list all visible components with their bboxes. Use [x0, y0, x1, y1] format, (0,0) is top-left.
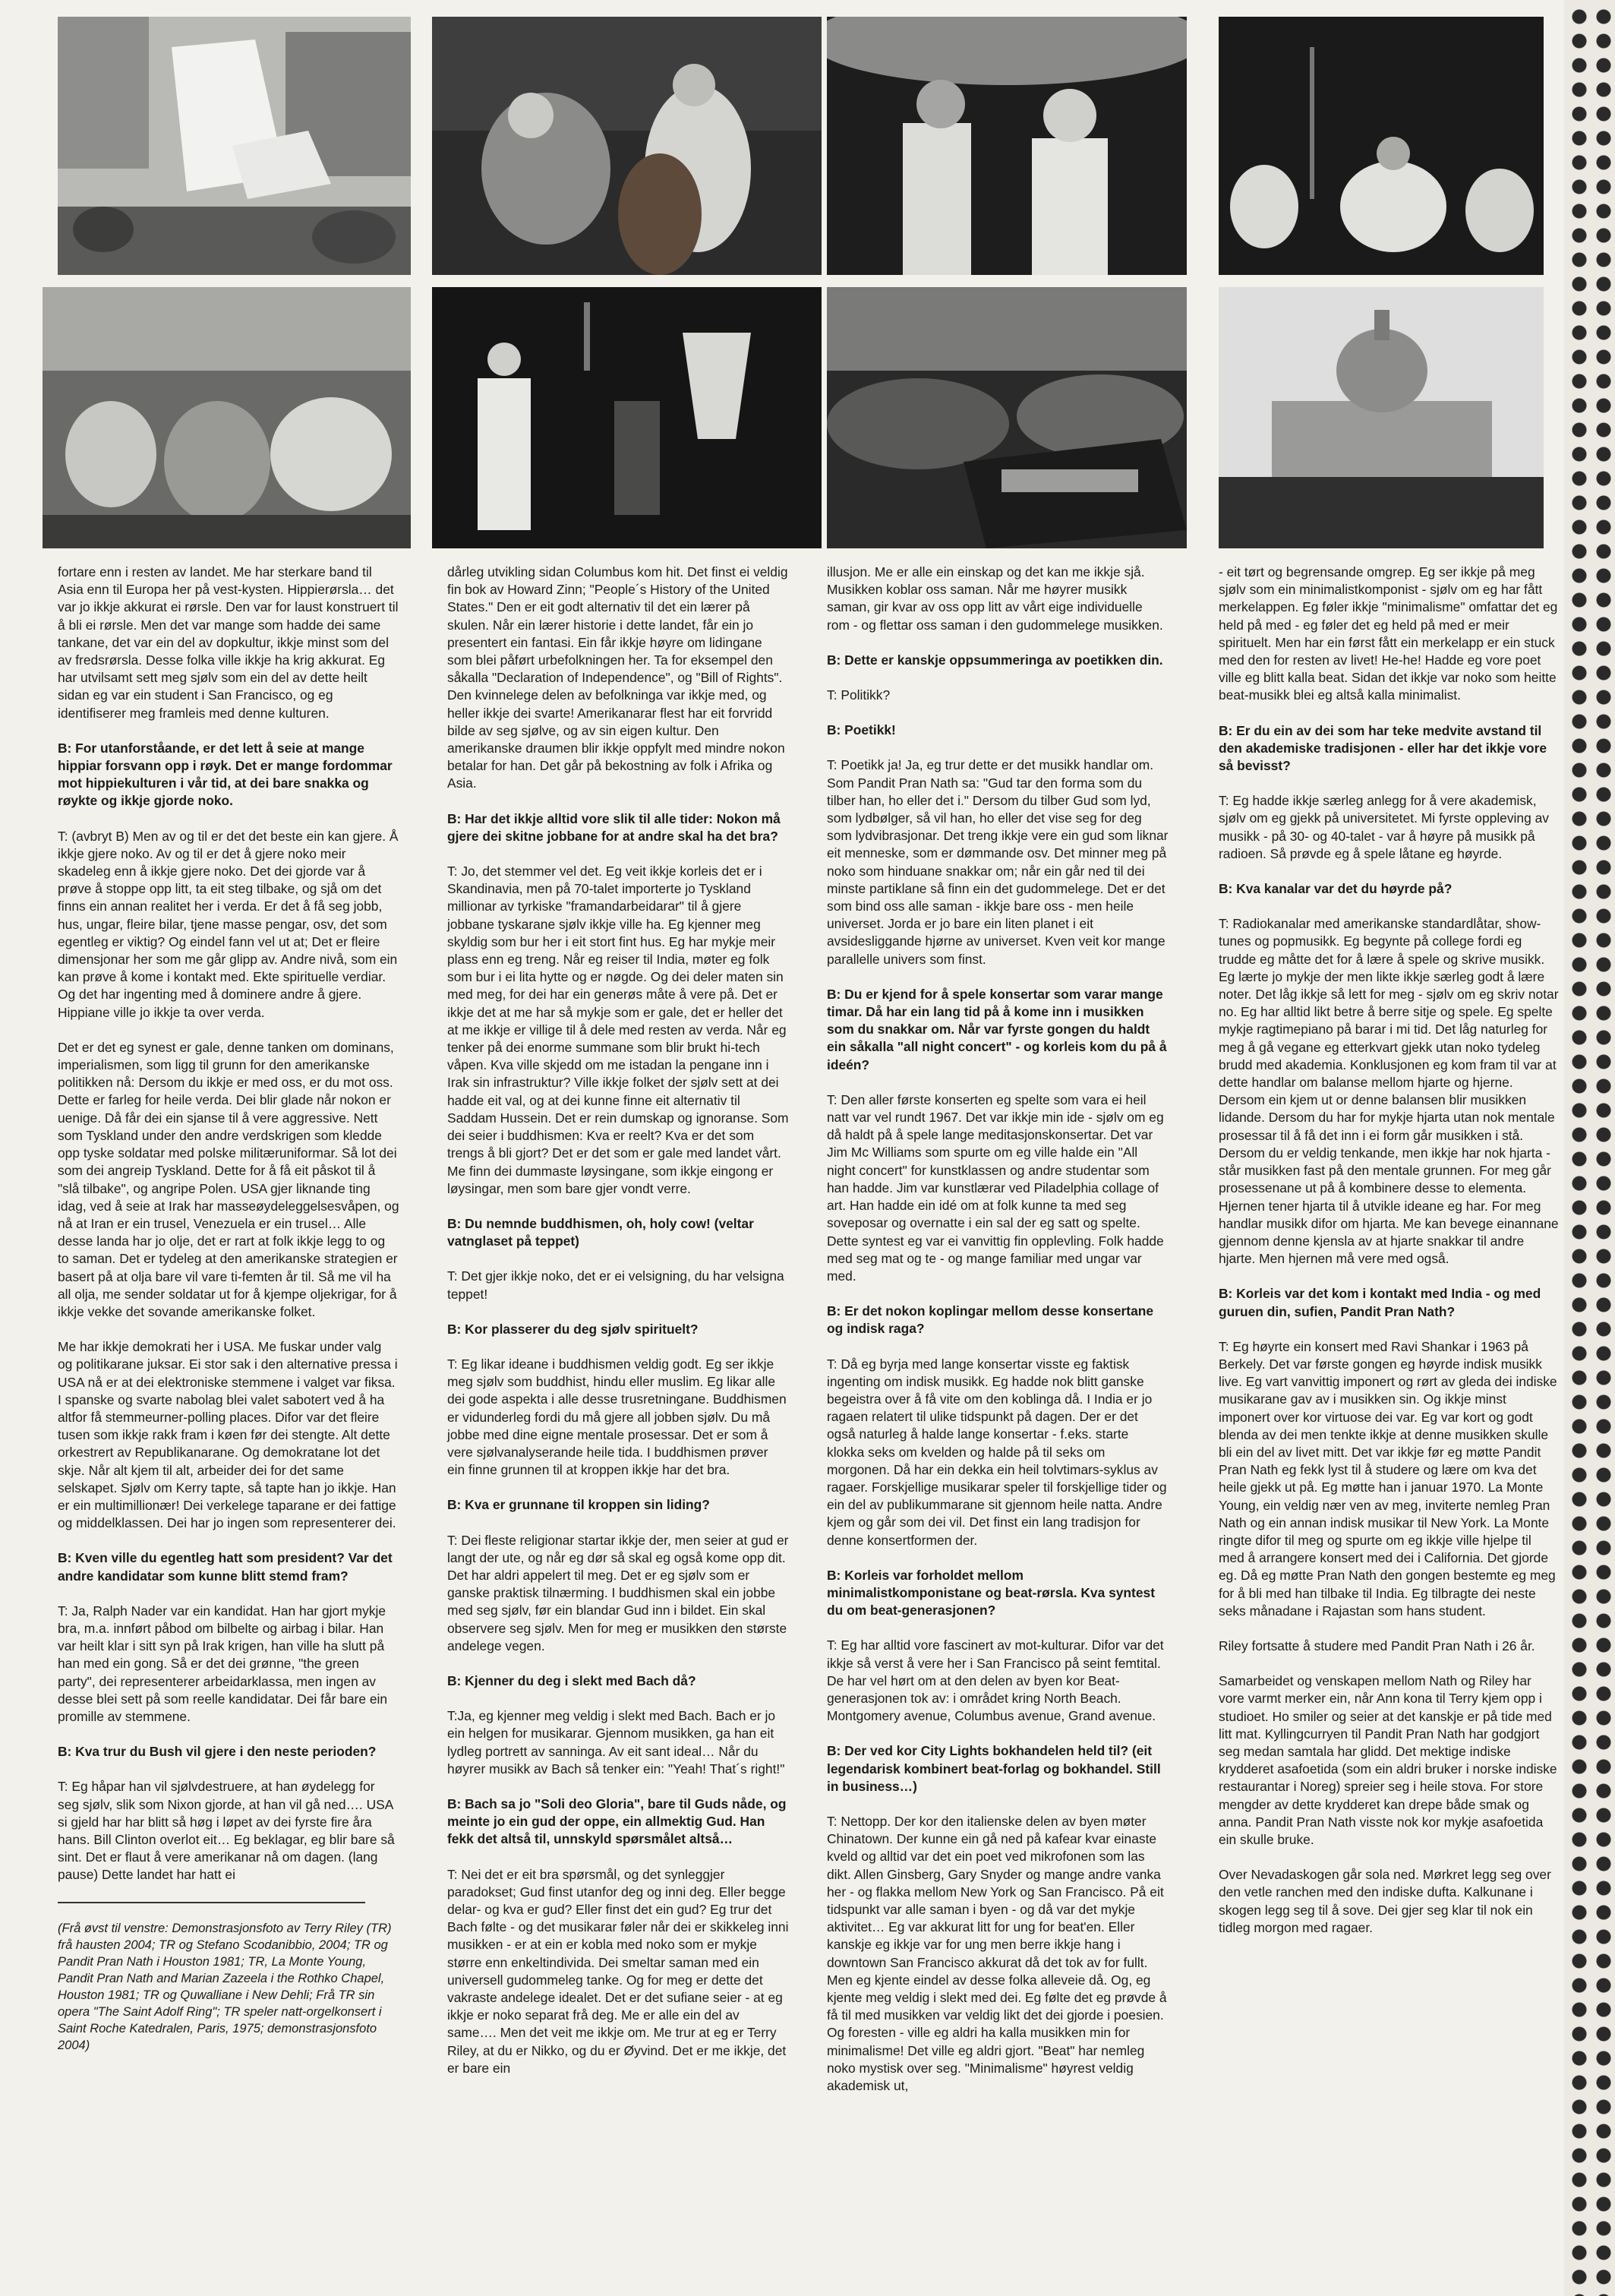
photo-concert-bass: [432, 17, 822, 275]
interview-question: B: Korleis var det kom i kontakt med India - og med guruen din, sufien, Pandit Pran Nath?: [1219, 1286, 1541, 1319]
interview-answer: T: Det gjer ikkje noko, det er ei velsigning, du har velsigna teppet!: [447, 1268, 784, 1302]
interview-answer: T: Dei fleste religionar startar ikkje der, men seier at gud er langt der ute, og når eg dør så skal eg også kome opp dit. Det har aldri appelert til meg. Det er eg sjølv som er ganske praktisk tilnærming. I buddhismen skal ein jobbe med seg sjølv, før ein blandar Gud inn i bildet. Ein skal observere seg sjølv. Men for meg er musikken den største andelege vegen.: [447, 1532, 789, 1653]
interview-answer: T:Ja, eg kjenner meg veldig i slekt med Bach. Bach er jo ein helgen for musikarar. Gjennom musikken, ga han eit lydleg portrett av sanninga. Av eit sant ideal… Når du høyrer musikk av Bach så tenker ein: "Yeah! That´s right!": [447, 1708, 785, 1776]
interview-question: B: Du nemnde buddhismen, oh, holy cow! (veltar vatnglaset på teppet): [447, 1215, 754, 1249]
interview-answer: T: Eg har alltid vore fascinert av mot-kulturar. Difor var det ikkje så verst å vere her i San Francisco på seint femtital. De har vel hørt om at den delen av byen kor Beat-generasjonen tok av: i området kring North Beach. Montgomery avenue, Columbus avenue, Grand avenue.: [827, 1638, 1164, 1724]
interview-answer: T: Eg høyrte ein konsert med Ravi Shankar i 1963 på Berkely. Det var første gongen eg høyrde indisk musikk live. Eg vart vanvittig imponert og rørt av gleda dei indiske musikarane gav av i musikken sin. Og ikkje minst imponert over kor virtuose dei var. Eg var kort og godt blenda av dei men tenkte ikkje at denne musikken skulle bli ein del av livet mitt. Det var ikkje før eg møtte Pandit Pran Nath eg fekk lyst til å studere og lære om kva det heile gjekk ut på. Eg møtte han i januar 1970. La Monte Young, ein veldig nær ven av meg, inviterte nemleg Pran Nath og ein annan indisk musikar til New York. La Monte ringte difor til meg og spurte om eg ikkje ville hjelpe til med å arrangere konsert med dei i California. Det gjorde eg. Då eg møtte Pran Nath den gongen bestemte eg meg for å bli med han tilbake til India. Eg tilbragte dei neste seks månadane i Rajastan som hans student.: [1219, 1338, 1557, 1619]
text-column-3: [827, 564, 1169, 2112]
interview-question: B: For utanforståande, er det lett å seie at mange hippiar forsvann opp i røyk. Det er mange fordommar mot hippiekulturen i vår tid, at dei bare snakka og røykte og ikkje gjorde noko.: [58, 740, 393, 809]
interview-answer: dårleg utvikling sidan Columbus kom hit. Det finst ei veldig fin bok av Howard Zinn; "People´s History of the United States." Den er eit godt alternativ til det ein lærer på skulen. Når ein lærer historie i dette landet, får ein jo presentert ein fantasi. Ein får ikkje høyre om lidingane som blei påført urbefolkningen her. Ta for eksempel den såkalla "Declaration of Independence", og "Bill of Rights". Den kvinnelege delen av befolkninga var ikkje med, og heller ikkje dei svarte! Amerikanarar flest har eit forvridd bilde av seg sjølve, og av sin eigen kultur. Den amerikanske draumen blir ikkje oppfylt med mindre nokon betalar for han. Det går på bekostning av folk i Afrika og Asia.: [447, 564, 788, 791]
interview-question: B: Er det nokon koplingar mellom desse konsertane og indisk raga?: [827, 1303, 1154, 1337]
interview-answer: Det er det eg synest er gale, denne tanken om dominans, imperialismen, som ligg til grunn for den amerikanske politikken nå: Dersom du ikkje er med oss, er du mot oss. Dette er farleg for heile verda. Dei blir glade når nokon er uenige. Då får dei ein sjanse til å vere aggressive. Nett som Tyskland under den andre verdskrigen som kledde opp tyske soldatar med polske militæruniformar. Så lot dei som dei angreip Tyskland. Dette for å få eit påskot til å "slå tilbake", og angripe Polen. USA gjer liknande ting idag, ved å seie at Irak har masseøydeleggelsesvåpen, og nå at Iran er ein trusel, Venezuela er ein trusel… Alle desse landa har jo olje, det er rart at folk ikkje legg to og to saman. Det er tydeleg at den amerikanske strategien er basert på at olja bare vil vare ti-femten år til. Så me vil ha all olja, me sender soldatar ut for å kjempe oljekrigar, for å ikkje vekke det sovande amerikanske folket.: [58, 1039, 399, 1319]
text-column-4: [1219, 564, 1560, 1954]
interview-question: B: Er du ein av dei som har teke medvite avstand til den akademiske tradisjonen - eller har det ikkje vore så bevisst?: [1219, 722, 1547, 774]
interview-question: B: Kva kanalar var det du høyrde på?: [1219, 881, 1453, 897]
interview-answer: T: Nettopp. Der kor den italienske delen av byen møter Chinatown. Der kunne ein gå ned på kafear kvar einaste kveld og alltid var det ein poet ved mikrofonen som las dikt. Allen Ginsberg, Gary Snyder og mange andre vanka her - og flakka mellom New York og San Francisco. På eit tidspunkt var alle saman i byen - og då var det mykje aktivitet… Eg var akkurat litt for ung for beat'en. Eller kanskje eg ikkje var for ung men berre ikkje hang i downtown San Francisco akkurat då det tok av for fullt. Men eg kjente eindel av desse folka alleveie då. Og, eg kjente meg veldig i slekt med dei. Eg følte det eg prøvde å få til med musikken var veldig likt det dei gjorde i poesien. Og foresten - ville eg aldri ha kalla musikken min for minimalisme! Det ville eg aldri gjort. "Beat" har nemleg noko mystisk over seg. "Minimalisme" høyrest veldig akademisk ut,: [827, 1813, 1167, 2094]
interview-answer: T: Ja, Ralph Nader var ein kandidat. Han har gjort mykje bra, m.a. innført påbod om bilbelte og airbag i bilar. Han var heilt klar i sitt syn på Irak krigen, han ville ha slutt på han med ein gong. Så er det dei grønne, "the green party", dei representerer arbeidarklassa, men ingen av desse blei sett på som reelle kandidatar. Dei får bare ein promille av stemmene.: [58, 1603, 388, 1724]
interview-answer: illusjon. Me er alle ein einskap og det kan me ikkje sjå. Musikken koblar oss saman. Når me høyrer musikk saman, gir kvar av oss opp litt av vårt eige individuelle rom - og flettar oss saman i den gudommelege musikken.: [827, 564, 1163, 633]
photo-organ-concert: [827, 287, 1187, 548]
photo-sculpture-protest: [58, 17, 411, 275]
interview-question: B: Bach sa jo "Soli deo Gloria", bare til Guds nåde, og meinte jo ein gud der oppe, ein allmektig Gud. Han fekk det altså til, unnskyld spørsmålet altså…: [447, 1795, 787, 1847]
interview-answer: T: Då eg byrja med lange konsertar visste eg faktisk ingenting om indisk musikk. Eg hadde nok blitt ganske begeistra over å få vite om den koblinga då. I India er jo ragaen relatert til ulike tidspunkt på dagen. Der er det også naturleg å halde lange konsertar - f.eks. starte klokka seks om kvelden og halde på til seks om morgonen. Då har ein dekka ein heil tolvtimars-syklus av ragaer. Forskjellige musikarar speler til forskjellige tider og ein del av publikummarane sit gjennom heile natta. Andre kjem og går som dei vil. Det finst ein lang tradisjon for denne konsertformen der.: [827, 1356, 1167, 1548]
interview-answer: T: Poetikk ja! Ja, eg trur dette er det musikk handlar om. Som Pandit Pran Nath sa: "Gud tar den forma som du tilber han, ho eller det i." Dersom du tilber Gud som lyd, som lydbølger, så vil han, ho eller det vise seg for deg som lydvibrasjonar. Det treng ikkje vere ein gud som liknar eit menneske, som er dømmande osv. Det minner meg på noko som hinduane snakkar om; når ein går ned til dei minste partiklane så finn ein det gudommelege. Det er det som bind oss alle saman - ikkje bare oss - men heile universet. Jorda er jo bare ein liten planet i eit avsidesliggande hjørne av universet. Kven veit kor mange parallelle univers som finst.: [827, 757, 1169, 967]
interview-question: B: Kva trur du Bush vil gjere i den neste perioden?: [58, 1744, 377, 1760]
interview-answer: fortare enn i resten av landet. Me har sterkare band til Asia enn til Europa her på vest-kysten. Hippierørsla… det var jo ikkje akkurat ei rørsle. Den var for laust konstruert til å bli ei rørsle. Men det var mange som hadde dei same tankane, det var ein del av dopkultur, ikkje minst som del av fredsrørsla. Desse folka ville ikkje ha krig akkurat. Eg har utvilsamt sett meg sjølv som ein del av dette heilt sidan eg var ein student i San Francisco, og eg identifiserer meg framleis med denne kulturen.: [58, 564, 399, 721]
interview-answer: T: Den aller første konserten eg spelte som vara ei heil natt var vel rundt 1967. Det var ikkje min ide - sjølv om eg då haldt på å spele lange meditasjonskonsertar. Det var Jim Mc Williams som spurte om eg ville halde ein "All night concert" for kunstklassen og andre studentar som han hadde. Jim var kunstlærar ved Piladelphia collage of art. Han hadde ein idé om at folk kunne ta med seg soveposar og overnatte i ein sal der eg satt og spelte. Dette syntest eg var ei vanvittig fin opplevling. Folk hadde med seg mat og te - og mange familiar med ungar var med.: [827, 1091, 1164, 1284]
interview-answer: Me har ikkje demokrati her i USA. Me fuskar under valg og politikarane juksar. Ei stor sak i den alternative pressa i USA nå er at dei elektroniske stemmene i valget var fiksa. I spanske og svarte nabolag blei valet sabotert ved å ha altfor få stemmeurner-polling places. Difor var det fleire tusen som ikkje rakk fram i køen før dei stengte. Alt dette orkestrert av Republikanarane. Og demokratane lot det skje. Når alt kjem til alt, arbeider dei for det same selskapet. Sjølv om Kerry tapte, så tapte han jo ikkje. Han er ein multimillionær! Dei verkelege taparane er dei fattige og middelklassen. Dei har jo ingen som representerer dei.: [58, 1339, 398, 1531]
halftone-dot-strip: [1564, 0, 1615, 2296]
caption-divider: [58, 1902, 365, 1903]
photo-bearded-men-stage: [827, 17, 1187, 275]
interview-question: B: Kva er grunnane til kroppen sin liding?: [447, 1497, 710, 1513]
interview-question: B: Der ved kor City Lights bokhandelen held til? (eit legendarisk kombinert beat-forlag og bokhandel. Still in business…): [827, 1743, 1161, 1794]
interview-question: B: Kven ville du egentleg hatt som president? Var det andre kandidatar som kunne blitt stemd fram?: [58, 1550, 393, 1584]
photo-seated-crowd: [43, 287, 411, 548]
photo-caption: (Frå øvst til venstre: Demonstrasjonsfoto av Terry Riley (TR) frå hausten 2004; TR og Stefano Scodanibbio, 2004; TR og Pandit Pran Nath i Houston 1981; TR, La Monte Young, Pandit Pran Nath and Marian Zazeela i the Rothko Chapel, Houston 1981; TR og Quwalliane i New Dehli; Frå TR sin opera "The Saint Adolf Ring"; TR speler natt-orgelkonsert i Saint Roche Katedralen, Paris, 1975; demonstrasjonsfoto 2004): [58, 1921, 392, 2052]
interview-answer: T: Eg hadde ikkje særleg anlegg for å vere akademisk, sjølv om eg gjekk på universitetet. Mi fyrste oppleving av musikk - på 30- og 40-talet - var å høyre på musikk på radioen. Så prøvde eg å spele låtane eg høyrde.: [1219, 793, 1549, 861]
photo-opera-stage: [432, 287, 822, 548]
interview-answer: T: (avbryt B) Men av og til er det det beste ein kan gjere. Å ikkje gjere noko. Av og til er det å gjere noko meir skadeleg enn å ikkje gjere noko. Det dei gjorde var å prøve å stoppe opp litt, ta eit steg tilbake, og sjå om det finns ein annan realitet her i verda. Er det å få seg jobb, hus, ungar, fleire bilar, tjene masse pengar, osv, det som egentleg er viktig? Og eindel fann vel ut at; Det er fleire dimensjonar her som me går glipp av. Andre nivå, som ein kan prøve å kome i kontakt med. Ekte spirituelle verdiar. Og det har ingenting med å dominere andre å gjere. Hippiane ville jo ikkje ta over verda.: [58, 828, 399, 1020]
interview-answer: T: Jo, det stemmer vel det. Eg veit ikkje korleis det er i Skandinavia, men på 70-talet importerte jo Tyskland millionar av tyrkiske "framandarbeidarar" til å gjere jobbane tyskarane sjølv ikkje ville ha. Eg kjenner meg skyldig som bur her i eit stort fint hus. Eg har mykje meir plass enn eg treng. Når eg reiser til India, møter eg folk som bur i ei lita hytte og er nøgde. Og dei deler maten sin med meg, for dei har ein generøs måte å vere på. Det er ikkje det at me har så mykje som er gale, det er heller det at me ikkje er villige til å dele med resten av verda. Når eg tenker på dei enorme summane som blir brukt hi-tech våpen. Kva ville skjedd om me istadan la pengane inn i Irak sin infrastruktur? Ville ikkje folket der sjølv sett at dei hadde eit val, og at dei kunne finne eit alternativ til Saddam Hussein. Det er rein dumskap og ignoranse. Som dei seier i buddhismen: Kva er reelt? Kva er det som trengs å bli gjort? Det er det som er gale med landet vårt. Me finn dei dummaste løysingane, som ikkje eingong er løysingar, men som bare gjer vondt verre.: [447, 864, 789, 1196]
text-column-1: [58, 564, 399, 2071]
interview-answer: T: Nei det er eit bra spørsmål, og det synleggjer paradokset; Gud finst utanfor deg og inni deg. Eller begge delar- og kva er gud? Eller finst det ein gud? Eg trur det Bach følte - og det musikarar føler når dei er skikkeleg inni musikken - er at ein er kobla med noko som er mykje større enn enkeltindivida. Dei smeltar saman med ein universell gudommeleg tanke. Og for meg er dette det vakraste andelege idealet. Det er det sufiane seier - at eg ikkje er noko separat frå deg. Me er alle ein del av same…. Men det veit me ikkje om. Me trur at eg er Terry Riley, at du er Nikko, og du er Øyvind. Det er me ikkje, det er bare ein: [447, 1866, 789, 2076]
interview-answer: Samarbeidet og venskapen mellom Nath og Riley har vore varmt merker ein, når Ann kona til Terry kjem opp i studioet. Ho smiler og seier at det kanskje er på tide med litt mat. Kyllingcurryen til Pandit Pran Nath har godgjort seg medan samtala har glidd. Det mektige indiske krydderet asafoetida (som ein aldri bruker i norske indiske restaurantar i Noreg) spreier seg i heile stova. For store mengder av dette krydderet kan drepe både smak og anna. Pandit Pran Nath visste nok kor mykje asafoetida ein skulle bruke.: [1219, 1673, 1557, 1847]
interview-answer: - eit tørt og begrensande omgrep. Eg ser ikkje på meg sjølv som ein minimalistkomponist - sjølv om eg har fått merkelappen. Eg føler ikkje "minimalisme" omfattar det eg held på med - eg føler det eg held på med er meir spirituelt. Men har ein først fått ein merkelapp er ein stuck med den for resten av livet! He-he! Hadde eg vore poet ville eg blitt kalla beat. Sidan det ikkje var noko som heitte beat-musikk blei eg altså kalla minimalist.: [1219, 564, 1558, 703]
interview-answer: Over Nevadaskogen går sola ned. Mørkret legg seg over den vetle ranchen med den indiske dufta. Kalkunane i skogen legg seg til å sove. Dei gjer seg klar til nok ein tidleg morgon med ragaer.: [1219, 1867, 1551, 1935]
interview-question: B: Har det ikkje alltid vore slik til alle tider: Nokon må gjere dei skitne jobbane for at andre skal ha det bra?: [447, 810, 781, 844]
interview-answer: T: Politikk?: [827, 687, 891, 703]
interview-question: B: Poetikk!: [827, 722, 896, 738]
interview-answer: T: Eg håpar han vil sjølvdestruere, at han øydelegg for seg sjølv, slik som Nixon gjorde, at han vil gå ned…. USA si gjeld har har blitt så høg i løpet av dei fyrste fire åra hans. Bill Clinton overlot eit… Eg beklagar, eg blir bare så sint. Det er flaut å vere amerikanar nå om dagen. (lang pause) Dette landet har hatt ei: [58, 1779, 395, 1883]
interview-question: B: Du er kjend for å spele konsertar som varar mange timar. Då har ein lang tid på å kome inn i musikken som du snakkar om. Når var fyrste gongen du haldt ein såkalla "all night concert" - og korleis kom du på å ideén?: [827, 986, 1167, 1072]
interview-answer: T: Radiokanalar med amerikanske standardlåtar, show-tunes og popmusikk. Eg begynte på college fordi eg trudde eg måtte det for å lære å spele og skrive musikk. Eg lærte jo mykje der men likte ikkje særleg godt å lære noter. Det låg ikkje så lett for meg - sjølv om eg skriv notar no. Eg har alltid likt betre å berre sitje og spele. Eg spelte mykje ragtimepiano på barar i mi tid. Det låg naturleg for meg å gå vegane eg etterkvart gjekk utan noko tydeleg brudd med akademia. Konklusjonen eg kom fram til var at dette handlar om balanse mellom hjarte og hjerne. Dersom ein kjem ut or denne balansen blir musikken lidande. Dersom du har for mykje hjarta utan nok mentale prosessar til å få det inn i ei form går musikken i stå. Dersom du er veldig tenkande, men ikkje har nok hjarta - står musikken fast på den mentale grunnen. For meg går prosessenane ut på å kombinere desse to elementa. Hjernen tener hjarta til å utvikle ideane eg har. For meg handlar musikk difor om hjarta. Me kan bevege einannane gjennom denne kjensla av at hjarte snakkar til andre hjarte. Men hjernen må vere med også.: [1219, 916, 1559, 1267]
photo-city-hall: [1219, 287, 1544, 548]
interview-answer: T: Eg likar ideane i buddhismen veldig godt. Eg ser ikkje meg sjølv som buddhist, hindu eller muslim. Eg likar alle dei gode aspekta i alle desse trusretningane. Buddhismen er vidunderleg fordi du må gjere all jobben sjølv. Du må jobbe med dine eigne mentale prosessar. Det er som å vere sjølvanalyserande heile tida. I buddhismen prøver ein finne grunnen til at kroppen ikkje har det bra.: [447, 1356, 787, 1478]
photo-qawwali: [1219, 17, 1544, 275]
interview-question: B: Dette er kanskje oppsummeringa av poetikken din.: [827, 652, 1163, 668]
interview-question: B: Kor plasserer du deg sjølv spirituelt?: [447, 1321, 699, 1337]
interview-question: B: Kjenner du deg i slekt med Bach då?: [447, 1672, 696, 1688]
interview-question: B: Korleis var forholdet mellom minimalistkomponistane og beat-rørsla. Kva syntest du om beat-generasjonen?: [827, 1567, 1155, 1619]
interview-answer: Riley fortsatte å studere med Pandit Pran Nath i 26 år.: [1219, 1638, 1535, 1653]
text-column-2: [447, 564, 789, 2095]
